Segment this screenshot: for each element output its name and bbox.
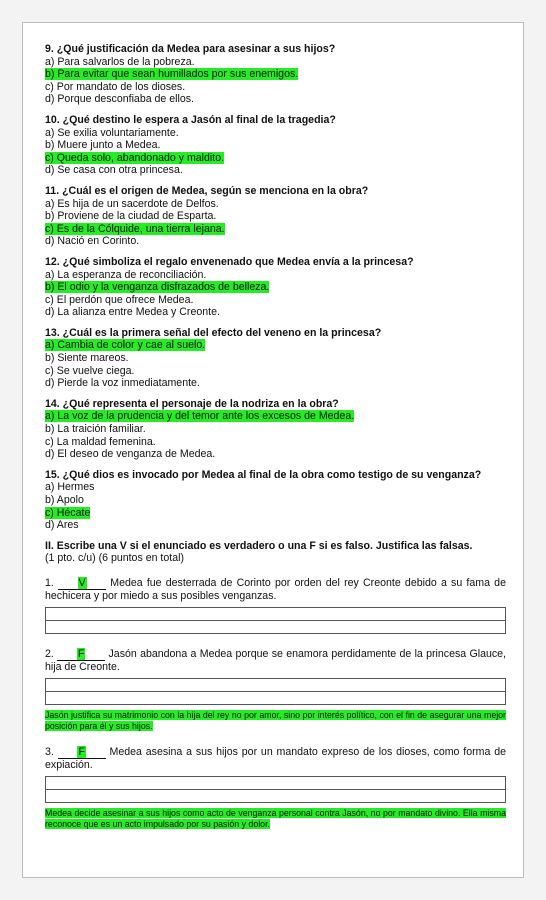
section-title: II. Escribe una V si el enunciado es verdadero o una F si es falso. Justifica las falsas. [45, 539, 473, 552]
answer-option-highlighted [45, 410, 506, 423]
answer-option-text: c) Queda solo, abandonado y maldito. [45, 151, 225, 164]
answer-option-text: a) Se exilia voluntariamente. [45, 126, 179, 139]
answer-mark: V [78, 576, 86, 589]
justification-line[interactable] [45, 790, 506, 803]
answer-option-text: d) Pierde la voz inmediatamente. [45, 377, 200, 390]
answer-option [45, 377, 506, 390]
question-block [45, 185, 506, 248]
true-false-item [45, 746, 506, 830]
question-title: 9. ¿Qué justificación da Medea para asesinar a sus hijos? [45, 43, 336, 55]
answer-option [45, 164, 506, 177]
answer-option-text: a) Cambia de color y cae al suelo. [45, 339, 206, 352]
item-number: 1. [45, 576, 54, 589]
question-block [45, 114, 506, 177]
answer-blank[interactable] [58, 578, 106, 590]
question-block [45, 469, 506, 532]
answer-option [45, 81, 506, 94]
answer-option-highlighted [45, 281, 506, 294]
answer-option-text: b) La traición familiar. [45, 423, 146, 436]
justification-line[interactable] [45, 692, 506, 705]
answer-blank[interactable] [58, 747, 106, 759]
justification-answer [45, 710, 506, 732]
answer-option [45, 365, 506, 378]
answer-option [45, 423, 506, 436]
answer-option [45, 481, 506, 494]
answer-option-text: d) La alianza entre Medea y Creonte. [45, 306, 220, 319]
answer-option-text: c) El perdón que ofrece Medea. [45, 293, 194, 306]
answer-option-text: b) Para evitar que sean humillados por sus enemigos. [45, 68, 299, 81]
answer-option-text: b) Muere junto a Medea. [45, 139, 161, 152]
answer-option [45, 294, 506, 307]
question-title: 10. ¿Qué destino le espera a Jasón al final de la tragedia? [45, 113, 336, 126]
answer-option-highlighted [45, 507, 506, 520]
answer-option-highlighted [45, 68, 506, 81]
answer-option-highlighted [45, 152, 506, 165]
answer-option-text: d) Porque desconfiaba de ellos. [45, 93, 195, 106]
answer-mark: F [78, 745, 85, 758]
true-false-statement [45, 746, 506, 772]
question-title: 12. ¿Qué simboliza el regalo envenenado que Medea envía a la princesa? [45, 255, 414, 268]
answer-option [45, 198, 506, 211]
question-title: 13. ¿Cuál es la primera señal del efecto del veneno en la princesa? [45, 326, 382, 339]
true-false-item [45, 648, 506, 732]
worksheet-page [22, 22, 524, 878]
answer-option-highlighted [45, 223, 506, 236]
answer-option [45, 436, 506, 449]
answer-option-text: d) Ares [45, 519, 79, 532]
item-number: 3. [45, 745, 54, 758]
answer-option [45, 494, 506, 507]
answer-option-text: d) El deseo de venganza de Medea. [45, 448, 216, 461]
statement-text: Medea asesina a sus hijos por un mandato expreso de los dioses, como forma de expiación. [45, 745, 506, 771]
answer-option [45, 448, 506, 461]
section-subtitle: (1 pto. c/u) (6 puntos en total) [45, 552, 184, 565]
answer-option-text: a) Es hija de un sacerdote de Delfos. [45, 197, 219, 210]
answer-option-text: c) Se vuelve ciega. [45, 364, 135, 377]
answer-option [45, 269, 506, 282]
question-block [45, 398, 506, 461]
answer-option-text: b) El odio y la venganza disfrazados de belleza. [45, 281, 270, 294]
answer-option [45, 56, 506, 69]
answer-option [45, 352, 506, 365]
answer-option [45, 139, 506, 152]
question-title: 14. ¿Qué representa el personaje de la nodriza en la obra? [45, 397, 339, 410]
question-block [45, 256, 506, 319]
question-title: 11. ¿Cuál es el origen de Medea, según se menciona en la obra? [45, 184, 369, 197]
answer-option-text: c) Hécate [45, 506, 91, 519]
justification-answer [45, 808, 506, 830]
answer-option-text: a) La voz de la prudencia y del temor ante los excesos de Medea. [45, 410, 355, 423]
justification-text: Medea decide asesinar a sus hijos como acto de venganza personal contra Jasón, no por mandato divino. Ella misma reconoce que es un acto impulsado por su pasión y dolor. [45, 807, 506, 829]
answer-option-text: c) Por mandato de los dioses. [45, 80, 186, 93]
statement-text: Jasón abandona a Medea porque se enamora perdidamente de la princesa Glauce, hija de Creonte. [45, 647, 506, 673]
justification-line[interactable] [45, 776, 506, 790]
justification-line[interactable] [45, 607, 506, 621]
answer-option-text: a) Hermes [45, 481, 95, 494]
question-block [45, 43, 506, 106]
answer-option [45, 306, 506, 319]
justification-text: Jasón justifica su matrimonio con la hija del rey no por amor, sino por interés político, con el fin de asegurar una mejor posición para él y sus hijos. [45, 709, 506, 731]
true-false-statement [45, 648, 506, 674]
true-false-section [45, 540, 506, 830]
statement-text: Medea fue desterrada de Corinto por orden del rey Creonte debido a su fama de hechicera y por miedo a sus posibles venganzas. [45, 576, 506, 602]
true-false-statement [45, 577, 506, 603]
answer-option [45, 127, 506, 140]
answer-option-text: a) Para salvarlos de la pobreza. [45, 55, 195, 68]
answer-option-text: d) Se casa con otra princesa. [45, 164, 183, 177]
justification-line[interactable] [45, 678, 506, 692]
true-false-item [45, 577, 506, 634]
answer-option-highlighted [45, 339, 506, 352]
multiple-choice-section [45, 43, 506, 532]
answer-option-text: c) La maldad femenina. [45, 435, 156, 448]
question-title: 15. ¿Qué dios es invocado por Medea al final de la obra como testigo de su venganza? [45, 468, 482, 481]
answer-option [45, 210, 506, 223]
question-block [45, 327, 506, 390]
answer-option [45, 519, 506, 532]
answer-option-text: c) Es de la Cólquide, una tierra lejana. [45, 222, 225, 235]
answer-option [45, 93, 506, 106]
answer-mark: F [77, 647, 85, 660]
worksheet-content [45, 43, 506, 844]
justification-line[interactable] [45, 621, 506, 634]
answer-option-text: a) La esperanza de reconciliación. [45, 268, 207, 281]
answer-option-text: b) Proviene de la ciudad de Esparta. [45, 210, 217, 223]
answer-option [45, 235, 506, 248]
answer-option-text: d) Nació en Corinto. [45, 235, 140, 248]
item-number: 2. [45, 647, 54, 660]
answer-option-text: b) Siente mareos. [45, 352, 129, 365]
answer-blank[interactable] [57, 649, 105, 661]
answer-option-text: b) Apolo [45, 494, 84, 506]
